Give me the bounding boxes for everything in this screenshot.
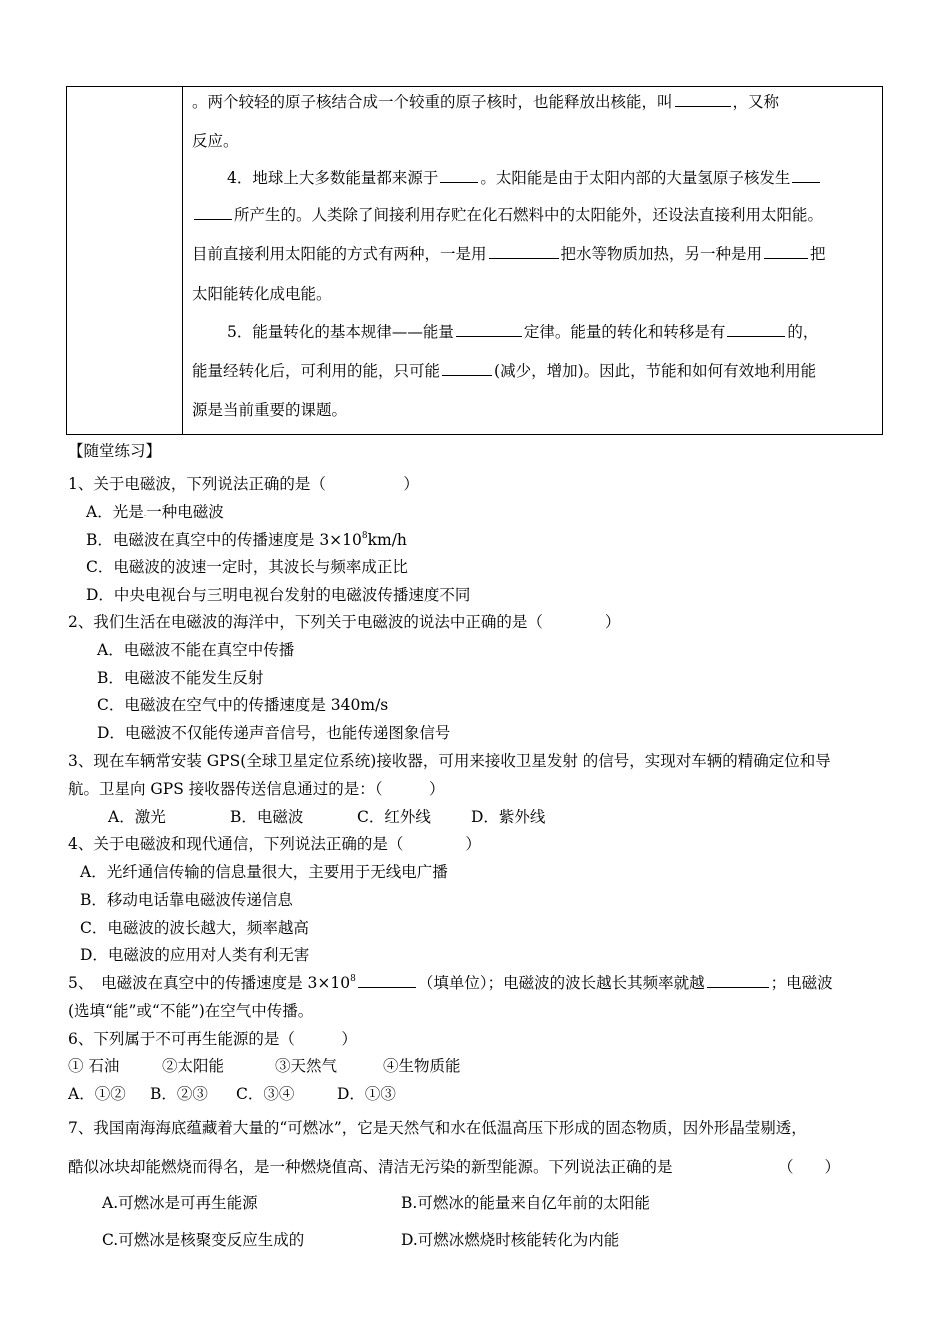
problem-1-option-b[interactable]	[86, 530, 407, 550]
blank-energy-source[interactable]	[440, 168, 478, 183]
blank-frequency[interactable]	[707, 973, 769, 988]
problem-7-option-a[interactable]: A.可燃冰是可再生能源	[102, 1194, 258, 1212]
problem-3-option-c[interactable]: C．红外线	[357, 808, 431, 826]
problem-1-option-a[interactable]	[86, 502, 224, 525]
q4-line-1	[227, 168, 822, 188]
blank-direction[interactable]	[727, 322, 785, 337]
text: 所产生的。人类除了间接利用存贮在化石燃料中的太阳能外，还设法直接利用太阳能。	[234, 206, 824, 224]
problem-3-stem-2: 航。卫星向 GPS 接收器传送信息通过的是：（ ）	[68, 780, 445, 798]
text: 能量经转化后，可利用的能，只可能	[192, 362, 441, 380]
text: 4．地球上大多数能量都来源于	[227, 169, 439, 187]
problem-4-option-d[interactable]: D．电磁波的应用对人类有利无害	[80, 946, 310, 964]
problem-2-option-c[interactable]: C．电磁波在空气中的传播速度是 340m/s	[97, 696, 389, 714]
text: 把	[810, 245, 826, 263]
problem-1-option-c[interactable]: C．电磁波的波速一定时，其波长与频率成正比	[86, 558, 408, 576]
problem-4-option-c[interactable]: C．电磁波的波长越大，频率越高	[80, 919, 309, 937]
text: 的，	[787, 323, 819, 341]
text: km/h	[367, 531, 407, 549]
problem-6-option-b[interactable]: B．②③	[150, 1085, 208, 1103]
blank-sun-reaction-a[interactable]	[792, 168, 820, 183]
problem-2-option-d[interactable]: D．电磁波不仅能传递声音信号，也能传递图象信号	[97, 724, 451, 742]
problem-5-line-2: (选填“能”或“不能”)在空气中传播。	[68, 1002, 314, 1020]
problem-3-option-b[interactable]: B．电磁波	[230, 808, 304, 826]
text: 定律。能量的转化和	[523, 323, 664, 341]
text: 5、 电磁波在真空中的传播速度是 3×10	[68, 974, 351, 992]
problem-7-stem-2: 酷似冰块却能燃烧而得名，是一种燃烧值高、清洁无污染的新型能源。下列说法正确的是	[68, 1158, 673, 1176]
problem-6-item-3: ③天然气	[275, 1057, 338, 1075]
problem-2-option-b[interactable]: B．电磁波不能发生反射	[97, 669, 264, 687]
blank-sun-reaction-b[interactable]	[194, 205, 232, 220]
text: (减少，增加)。因此，节能和如何有效地利用能	[494, 362, 817, 380]
text: 转移是有	[663, 323, 726, 341]
problem-5-line-1	[68, 973, 833, 993]
q4-line-3	[192, 244, 826, 264]
q5-line-1	[227, 322, 818, 342]
problem-4-option-a[interactable]: A．光纤通信传输的信息量很大，主要用于无线电广播	[80, 863, 448, 881]
text: 目前直接利用太阳能的方式有两种，一是用	[192, 245, 487, 263]
text: ，又称	[732, 93, 780, 111]
table-line-1	[192, 92, 779, 112]
problem-1-option-d[interactable]: D．中央电视台与三明电视台发射的电磁波传播速度不同	[86, 586, 471, 604]
q5-line-2	[192, 361, 816, 381]
problem-6-option-c[interactable]: C．③④	[236, 1085, 295, 1103]
text: ；电磁波	[770, 974, 833, 992]
problem-7-option-b[interactable]: B.可燃冰的能量来自亿年前的太阳能	[401, 1194, 650, 1212]
problem-3-stem-1: 3、现在车辆常安装 GPS(全球卫星定位系统)接收器，可用来接收卫星发射 的信号，实现对车辆的精确定位和导	[68, 752, 831, 770]
problem-6-item-2: ②太阳能	[162, 1057, 225, 1075]
problem-3-option-d[interactable]: D．紫外线	[471, 808, 546, 826]
problem-6-option-d[interactable]: D．①③	[337, 1085, 396, 1103]
problem-4-option-b[interactable]: B．移动电话靠电磁波传递信息	[80, 891, 293, 909]
problem-1-stem: 1、关于电磁波，下列说法正确的是（ ）	[68, 475, 419, 493]
problem-6-option-a[interactable]: A．①②	[68, 1085, 126, 1103]
blank-solar-cell[interactable]	[764, 244, 808, 259]
blank-conservation[interactable]	[456, 322, 522, 337]
text: 5．能量转化的基本规律——能量	[227, 323, 454, 341]
problem-6-item-1: ① 石油	[68, 1057, 120, 1075]
text: A．光是	[86, 503, 144, 521]
q4-line-4: 太阳能转化成电能。	[192, 285, 332, 303]
problem-4-stem: 4、关于电磁波和现代通信，下列说法正确的是（ ）	[68, 835, 481, 853]
problem-2-stem: 2、我们生活在电磁波的海洋中，下列关于电磁波的说法中正确的是（ ）	[68, 613, 621, 631]
blank-heater[interactable]	[489, 244, 559, 259]
blank-speed-unit[interactable]	[358, 973, 416, 988]
exponent: 8	[361, 531, 368, 541]
section-title: 【随堂练习】	[68, 442, 162, 460]
problem-6-stem: 6、下列属于不可再生能源的是（ ）	[68, 1030, 357, 1048]
table-line-2: 反应。	[192, 132, 239, 150]
text: （填单位）；电磁波的波长越长其频率就越	[417, 974, 705, 992]
mark-dot: .	[143, 509, 147, 518]
text: 。两个较轻的原子核结合成一个较重的原子核时，也能释放出核能，叫	[192, 93, 673, 111]
problem-3-option-a[interactable]: A．激光	[108, 808, 166, 826]
table-column-divider	[182, 87, 183, 434]
problem-7-answer-paren: （ ）	[778, 1158, 841, 1176]
text: 一种电磁波	[146, 503, 224, 521]
blank-fusion-name[interactable]	[675, 92, 731, 107]
q4-line-2	[192, 205, 823, 225]
exponent: 8	[350, 974, 356, 984]
problem-7-option-d[interactable]: D.可燃冰燃烧时核能转化为内能	[401, 1231, 620, 1249]
text: B．电磁波在真空中的传播速度是 3×10	[86, 531, 362, 549]
problem-7-option-c[interactable]: C.可燃冰是核聚变反应生成的	[102, 1231, 305, 1249]
text: 把水等物质加热，另一种是用	[560, 245, 763, 263]
problem-6-item-4: ④生物质能	[383, 1057, 461, 1075]
problem-7-stem-1: 7、我国南海海底蕴藏着大量的“可燃冰”，它是天然气和水在低温高压下形成的固态物质，因外形晶莹剔透，	[68, 1119, 807, 1137]
text: 。太阳能是由于太阳内部的大量氢原子核发生	[480, 169, 791, 187]
problem-2-option-a[interactable]: A．电磁波不能在真空中传播	[97, 641, 295, 659]
q5-line-3: 源是当前重要的课题。	[192, 401, 348, 419]
blank-decrease[interactable]	[442, 361, 492, 376]
